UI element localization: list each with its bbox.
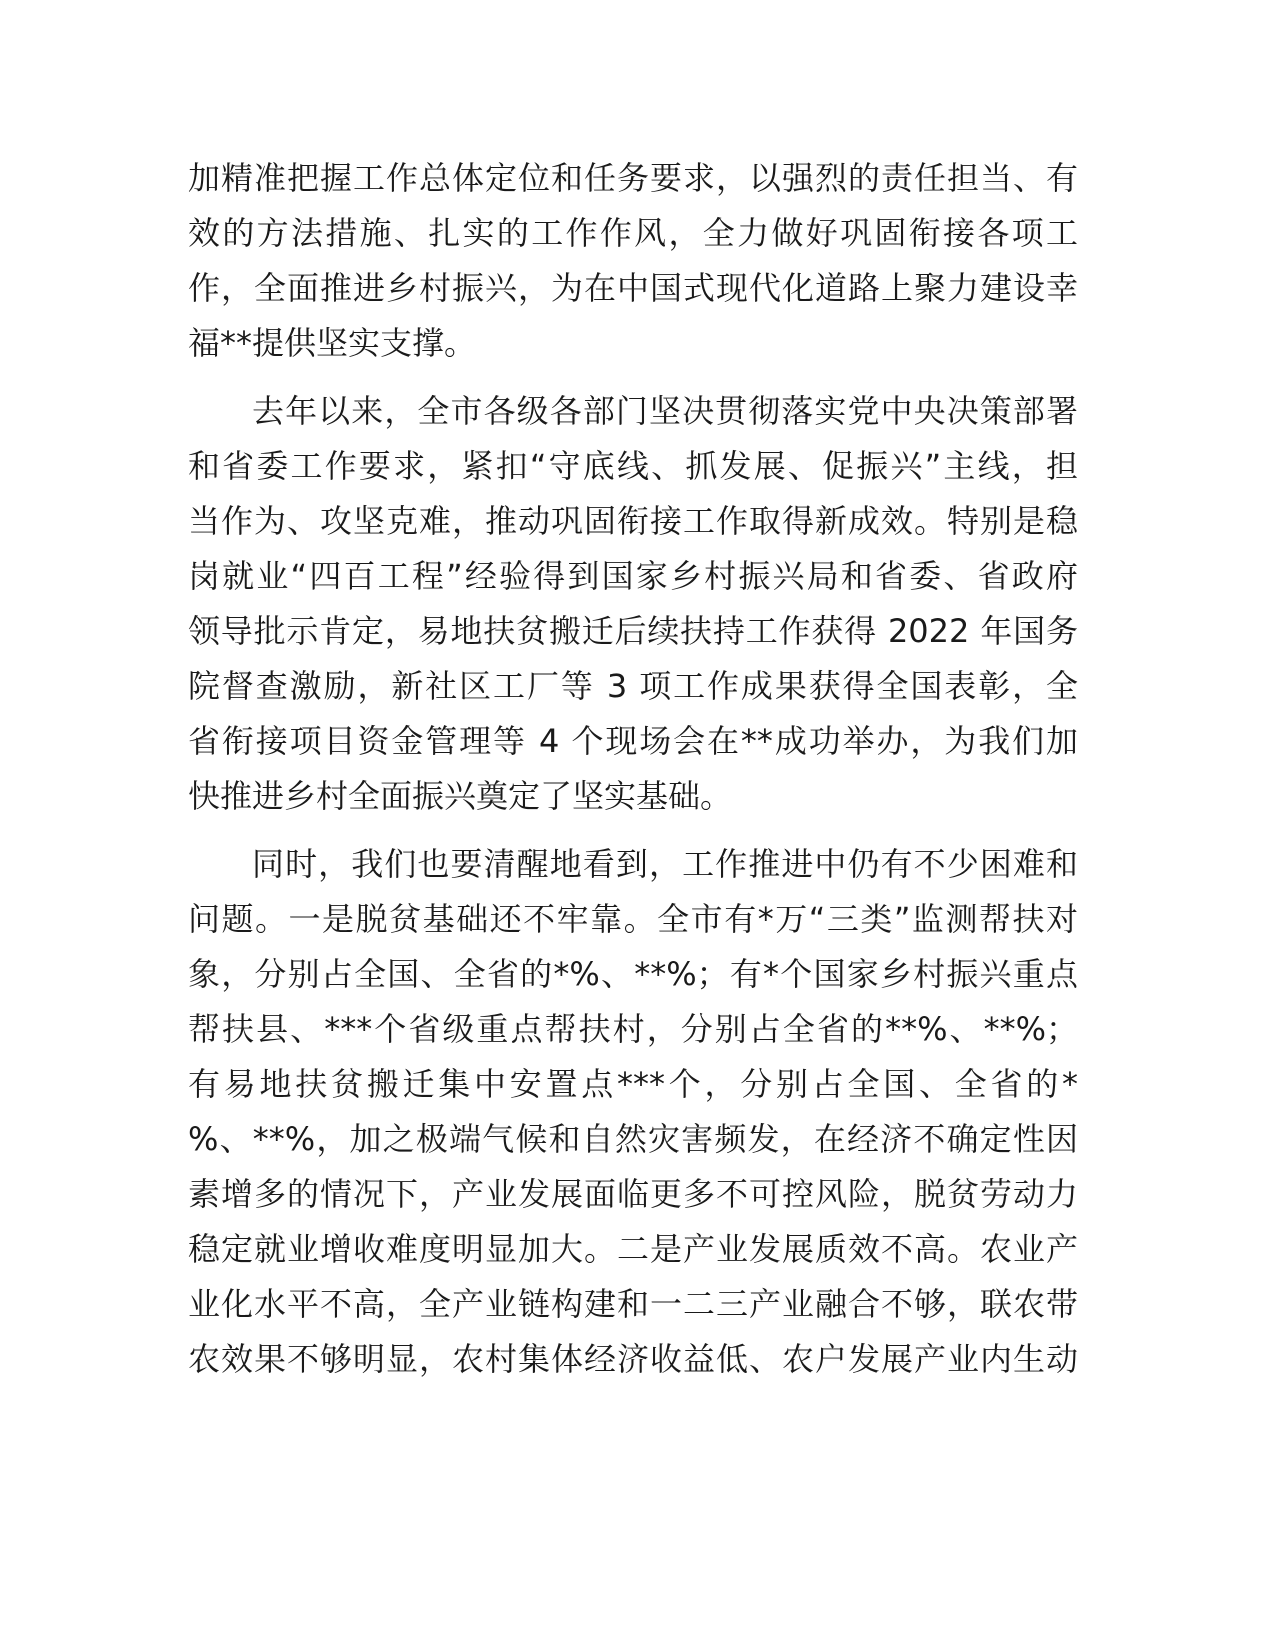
paragraph-3-line-2: 问题。一是脱贫基础还不牢靠。全市有*万“三类”监测帮扶对 — [188, 900, 1078, 938]
paragraph-2-line-6: 院督查激励，新社区工厂等 3 项工作成果获得全国表彰，全 — [188, 667, 1078, 705]
paragraph-3-line-5: 有易地扶贫搬迁集中安置点***个，分别占全国、全省的* — [188, 1065, 1078, 1103]
paragraph-2-line-3: 当作为、攻坚克难，推动巩固衔接工作取得新成效。特别是稳 — [188, 502, 1078, 540]
paragraph-2-line-5: 领导批示肯定，易地扶贫搬迁后续扶持工作获得 2022 年国务 — [188, 612, 1078, 650]
paragraph-3-line-9: 业化水平不高，全产业链构建和一二三产业融合不够，联农带 — [188, 1285, 1078, 1323]
paragraph-2-line-4: 岗就业“四百工程”经验得到国家乡村振兴局和省委、省政府 — [188, 557, 1078, 595]
paragraph-3-line-3: 象，分别占全国、全省的*%、**%；有*个国家乡村振兴重点 — [188, 955, 1078, 993]
paragraph-1-line-3: 作，全面推进乡村振兴，为在中国式现代化道路上聚力建设幸 — [188, 269, 1078, 307]
paragraph-3-line-4: 帮扶县、***个省级重点帮扶村，分别占全省的**%、**%； — [188, 1010, 1078, 1048]
paragraph-2-line-7: 省衔接项目资金管理等 4 个现场会在**成功举办，为我们加 — [188, 722, 1078, 760]
paragraph-3-line-6: %、**%，加之极端气候和自然灾害频发，在经济不确定性因 — [188, 1120, 1078, 1158]
paragraph-3-line-1: 同时，我们也要清醒地看到，工作推进中仍有不少困难和 — [252, 845, 1078, 883]
paragraph-2-line-1: 去年以来，全市各级各部门坚决贯彻落实党中央决策部署 — [252, 392, 1078, 430]
paragraph-3-line-7: 素增多的情况下，产业发展面临更多不可控风险，脱贫劳动力 — [188, 1175, 1078, 1213]
paragraph-2-line-8: 快推进乡村全面振兴奠定了坚实基础。 — [188, 777, 733, 815]
paragraph-1-line-2: 效的方法措施、扎实的工作作风，全力做好巩固衔接各项工 — [188, 214, 1078, 252]
paragraph-1-line-4: 福**提供坚实支撑。 — [188, 324, 477, 362]
paragraph-3-line-10: 农效果不够明显，农村集体经济收益低、农户发展产业内生动 — [188, 1340, 1078, 1378]
paragraph-1-line-1: 加精准把握工作总体定位和任务要求，以强烈的责任担当、有 — [188, 159, 1078, 197]
paragraph-3-line-8: 稳定就业增收难度明显加大。二是产业发展质效不高。农业产 — [188, 1230, 1078, 1268]
paragraph-2-line-2: 和省委工作要求，紧扣“守底线、抓发展、促振兴”主线，担 — [188, 447, 1078, 485]
